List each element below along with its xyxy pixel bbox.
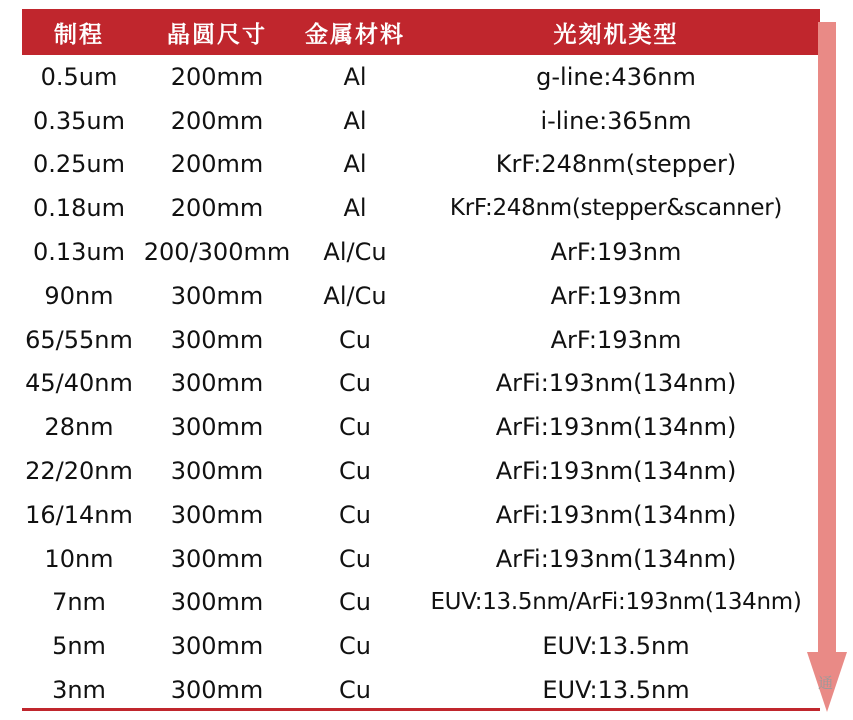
header-process-node: 制程 <box>54 21 104 48</box>
cell-metal-material: Cu <box>339 413 371 442</box>
cell-process-node: 7nm <box>52 588 106 617</box>
watermark: 通 <box>818 674 834 692</box>
header-lithography-type: 光刻机类型 <box>553 21 679 48</box>
cell-metal-material: Cu <box>339 500 371 529</box>
table-row <box>22 449 820 493</box>
cell-metal-material: Cu <box>339 676 371 705</box>
cell-process-node: 0.18um <box>32 194 126 223</box>
cell-process-node: 0.35um <box>32 106 126 135</box>
cell-wafer-size: 300mm <box>170 457 264 486</box>
cell-wafer-size: 200mm <box>170 194 264 223</box>
cell-lithography-type: ArFi:193nm(134nm) <box>495 413 737 442</box>
cell-lithography-type: KrF:248nm(stepper) <box>495 150 737 179</box>
cell-process-node: 0.13um <box>32 238 126 267</box>
cell-wafer-size: 300mm <box>170 325 264 354</box>
table-row <box>22 668 820 712</box>
cell-process-node: 22/20nm <box>25 457 133 486</box>
cell-metal-material: Cu <box>339 457 371 486</box>
table-row <box>22 99 820 143</box>
header-wafer-size: 晶圆尺寸 <box>167 21 267 48</box>
cell-process-node: 90nm <box>44 281 114 310</box>
header-row <box>22 9 820 55</box>
table-body <box>22 55 820 712</box>
cell-process-node: 10nm <box>44 544 114 573</box>
cell-process-node: 28nm <box>44 413 114 442</box>
table-row <box>22 537 820 581</box>
table-row <box>22 362 820 406</box>
cell-process-node: 65/55nm <box>25 325 133 354</box>
cell-process-node: 45/40nm <box>25 369 133 398</box>
arrow-shaft <box>818 22 836 652</box>
cell-metal-material: Cu <box>339 369 371 398</box>
cell-lithography-type: ArFi:193nm(134nm) <box>495 369 737 398</box>
cell-wafer-size: 300mm <box>170 676 264 705</box>
cell-wafer-size: 200mm <box>170 150 264 179</box>
cell-metal-material: Al <box>343 194 367 223</box>
table-row <box>22 55 820 99</box>
cell-metal-material: Cu <box>339 544 371 573</box>
cell-metal-material: Al <box>343 106 367 135</box>
table-row <box>22 274 820 318</box>
cell-wafer-size: 300mm <box>170 369 264 398</box>
cell-lithography-type: EUV:13.5nm <box>542 676 690 705</box>
cell-lithography-type: KrF:248nm(stepper&scanner) <box>449 195 783 222</box>
table-row <box>22 186 820 230</box>
cell-metal-material: Al/Cu <box>323 238 387 267</box>
table-row <box>22 493 820 537</box>
cell-metal-material: Cu <box>339 632 371 661</box>
cell-lithography-type: ArF:193nm <box>550 281 682 310</box>
cell-lithography-type: ArFi:193nm(134nm) <box>495 500 737 529</box>
cell-wafer-size: 300mm <box>170 544 264 573</box>
cell-metal-material: Al/Cu <box>323 281 387 310</box>
table-row <box>22 230 820 274</box>
down-arrow-icon <box>807 22 853 712</box>
table-header <box>22 9 820 55</box>
table-row <box>22 405 820 449</box>
cell-lithography-type: ArF:193nm <box>550 325 682 354</box>
cell-lithography-type: ArFi:193nm(134nm) <box>495 457 737 486</box>
cell-wafer-size: 300mm <box>170 413 264 442</box>
cell-lithography-type: i-line:365nm <box>540 106 692 135</box>
cell-process-node: 0.5um <box>40 62 118 91</box>
cell-wafer-size: 200mm <box>170 62 264 91</box>
cell-metal-material: Cu <box>339 325 371 354</box>
cell-lithography-type: g-line:436nm <box>536 62 696 91</box>
cell-process-node: 0.25um <box>32 150 126 179</box>
cell-wafer-size: 200mm <box>170 106 264 135</box>
data-table <box>22 9 820 712</box>
table-row <box>22 318 820 362</box>
cell-process-node: 3nm <box>52 676 106 705</box>
process-node-table <box>22 9 820 712</box>
cell-wafer-size: 300mm <box>170 588 264 617</box>
cell-lithography-type: ArFi:193nm(134nm) <box>495 544 737 573</box>
cell-lithography-type: ArF:193nm <box>550 238 682 267</box>
table-row <box>22 624 820 668</box>
cell-metal-material: Al <box>343 150 367 179</box>
bottom-rule <box>22 708 820 711</box>
cell-process-node: 5nm <box>52 632 106 661</box>
table-row <box>22 581 820 625</box>
table-row <box>22 143 820 187</box>
cell-process-node: 16/14nm <box>25 500 133 529</box>
cell-wafer-size: 300mm <box>170 500 264 529</box>
cell-lithography-type: EUV:13.5nm/ArFi:193nm(134nm) <box>430 589 802 616</box>
cell-wafer-size: 300mm <box>170 281 264 310</box>
cell-metal-material: Al <box>343 62 367 91</box>
cell-metal-material: Cu <box>339 588 371 617</box>
cell-wafer-size: 200/300mm <box>143 238 291 267</box>
header-metal-material: 金属材料 <box>305 21 405 48</box>
cell-lithography-type: EUV:13.5nm <box>542 632 690 661</box>
cell-wafer-size: 300mm <box>170 632 264 661</box>
